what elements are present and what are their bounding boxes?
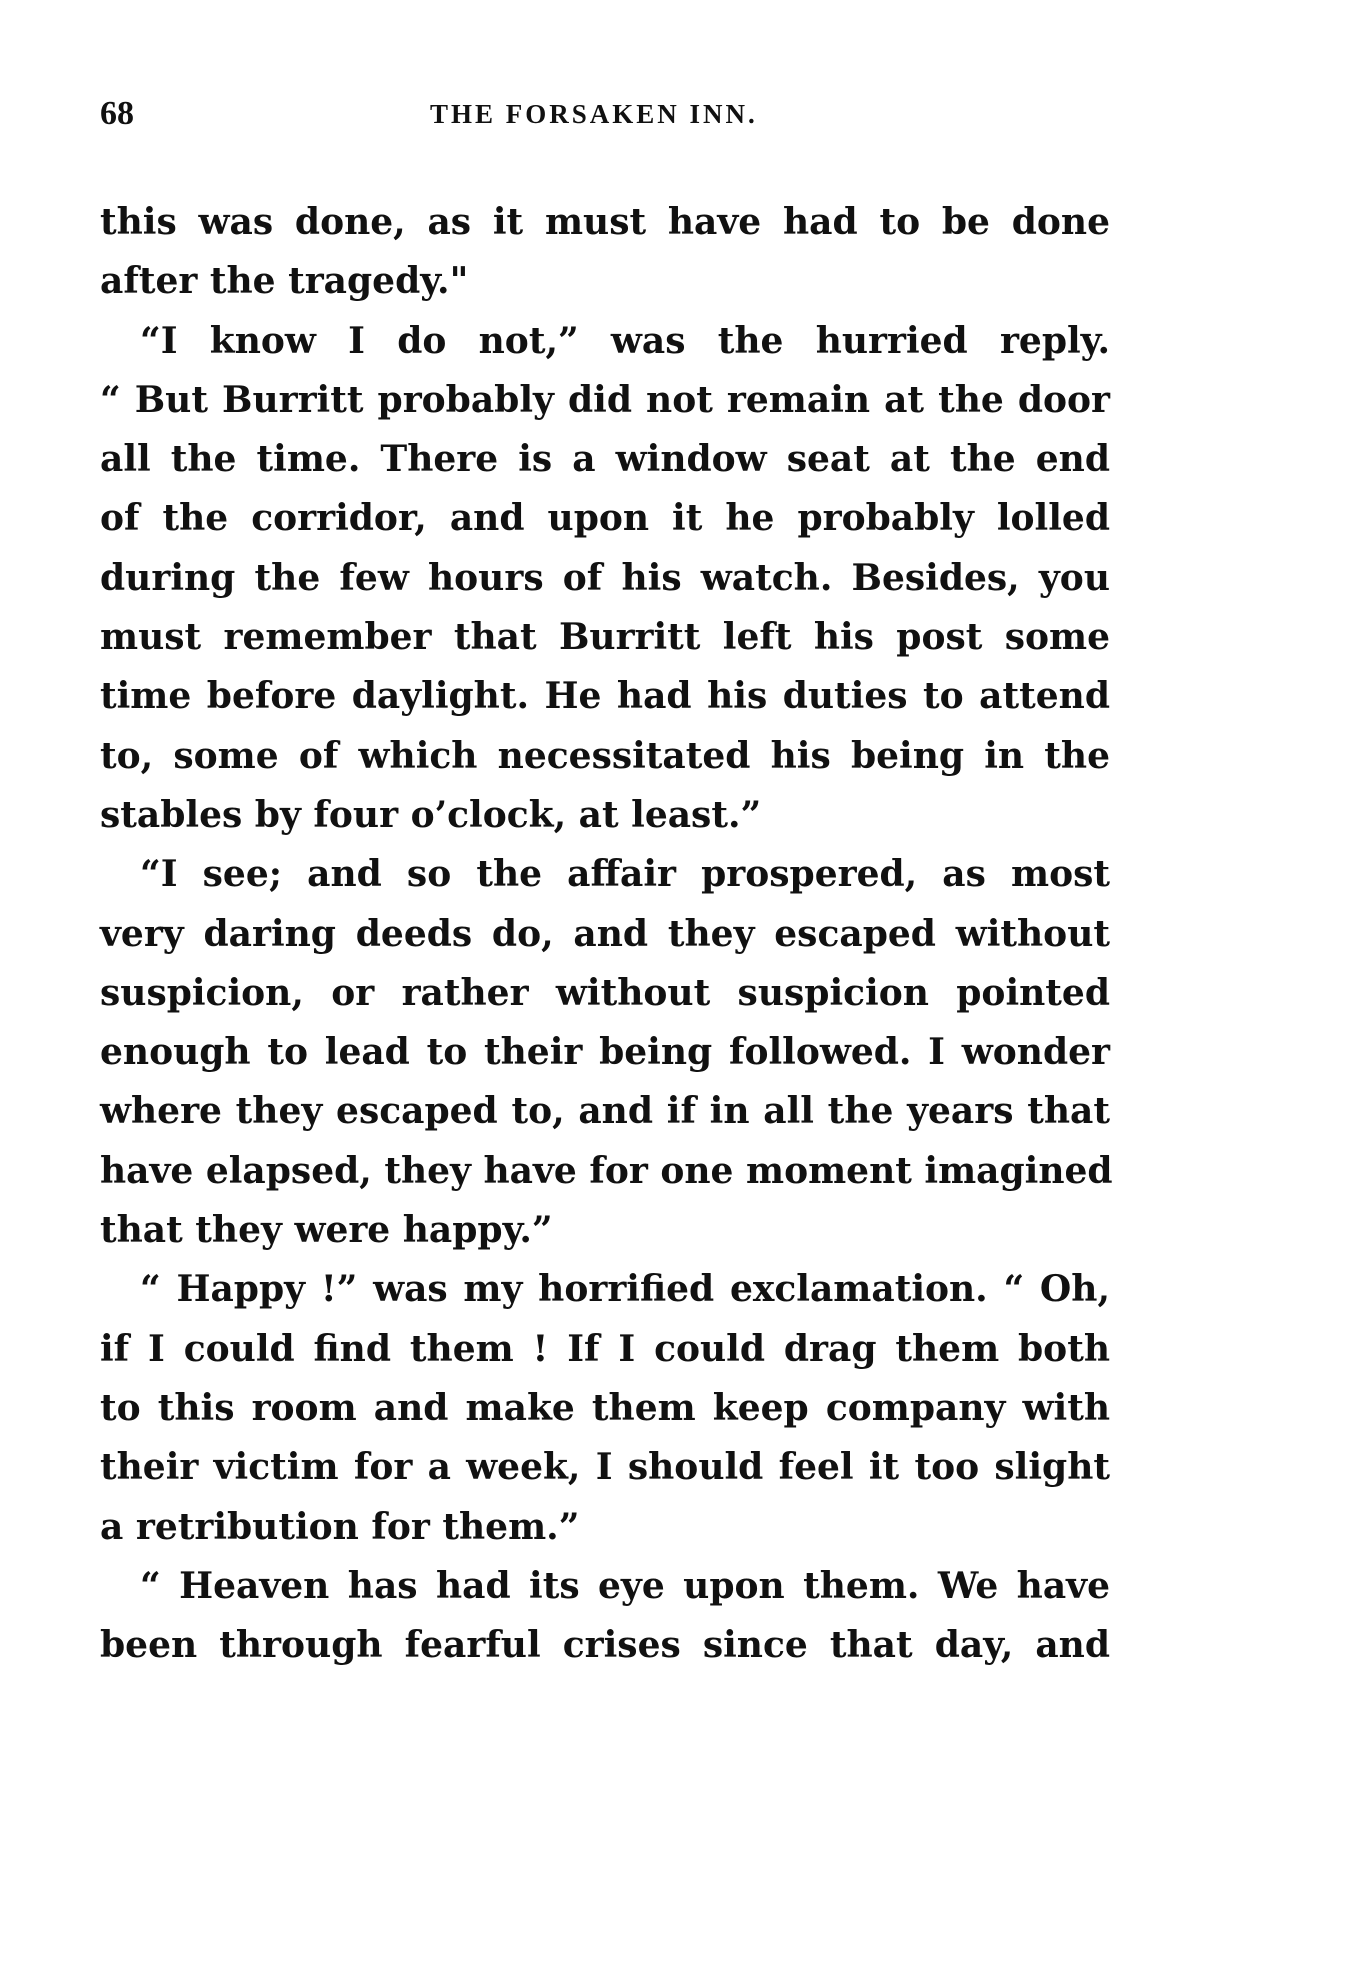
- text-line: their victim for a week, I should feel it too slight: [100, 1446, 1110, 1489]
- text-line: a retribution for them.”: [100, 1505, 580, 1548]
- running-title: THE FORSAKEN INN.: [430, 99, 758, 129]
- body-text: [100, 193, 1113, 1675]
- text-line: very daring deeds do, and they escaped without: [100, 912, 1110, 955]
- text-line: that they were happy.”: [100, 1209, 553, 1252]
- text-line: all the time. There is a window seat at the end: [100, 438, 1110, 481]
- text-line: this was done, as it must have had to be done: [100, 201, 1110, 243]
- page-header: [100, 95, 1110, 135]
- text-line: after the tragedy.": [100, 260, 469, 303]
- text-line: enough to lead to their being followed. I wonder: [100, 1031, 1110, 1074]
- text-line: during the few hours of his watch. Besides, you: [100, 556, 1110, 599]
- page-number: 68: [100, 95, 134, 132]
- text-line: been through fearful crises since that day, and: [100, 1624, 1110, 1667]
- text-line: “I see; and so the affair prospered, as most: [140, 853, 1110, 896]
- text-line: “ Happy !” was my horrified exclamation. “ Oh,: [140, 1268, 1110, 1311]
- text-line: to this room and make them keep company with: [100, 1386, 1110, 1429]
- text-line: stables by four o’clock, at least.”: [100, 793, 762, 836]
- text-line: if I could find them ! If I could drag them both: [100, 1327, 1110, 1370]
- text-line: suspicion, or rather without suspicion pointed: [100, 971, 1110, 1014]
- text-line: “I know I do not,” was the hurried reply.: [140, 319, 1110, 362]
- text-line: where they escaped to, and if in all the years that: [100, 1090, 1110, 1133]
- text-line: “ But Burritt probably did not remain at the door: [100, 378, 1110, 421]
- text-line: time before daylight. He had his duties to attend: [100, 675, 1110, 718]
- text-line: have elapsed, they have for one moment imagined: [100, 1149, 1113, 1192]
- text-line: must remember that Burritt left his post some: [100, 616, 1110, 659]
- text-line: “ Heaven has had its eye upon them. We have: [140, 1564, 1110, 1607]
- text-line: to, some of which necessitated his being in the: [100, 734, 1110, 777]
- text-line: of the corridor, and upon it he probably lolled: [100, 497, 1110, 540]
